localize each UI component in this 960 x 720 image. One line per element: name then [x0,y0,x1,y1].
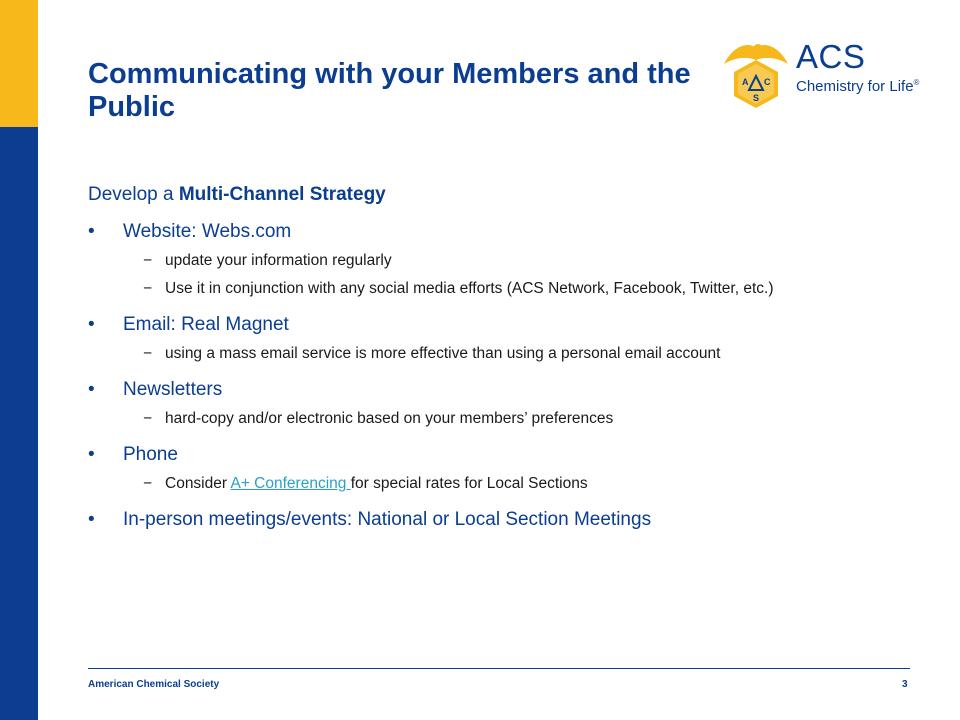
bullet-heading: Phone [123,444,178,465]
dash-icon: − [143,252,153,269]
slide-body [88,184,908,539]
page-number: 3 [902,679,908,690]
acs-seal-icon [720,38,792,108]
bullet-email [88,313,908,336]
bullet-heading: Newsletters [123,379,223,400]
sub-item-prefix: Consider [165,475,231,492]
sub-item-text: Use it in conjunction with any social media efforts (ACS Network, Facebook, Twitter, etc.) [165,280,774,297]
bullet-phone [88,443,908,466]
footer-divider [88,668,910,669]
side-bar-yellow [0,0,38,127]
logo-wordmark: ACS [796,38,866,75]
bullet-icon: • [88,379,95,400]
sub-item [88,251,908,271]
bullet-website [88,220,908,243]
seal-letter-a: A [742,77,749,87]
dash-icon: − [143,475,153,492]
sub-item-text: hard-copy and/or electronic based on your members’ preferences [165,410,614,427]
bullet-icon: • [88,221,95,242]
bullet-heading: In-person meetings/events: National or Local Section Meetings [123,509,652,530]
sub-item-text: update your information regularly [165,252,392,269]
logo-tagline-text: Chemistry for Life [796,78,914,95]
bullet-icon: • [88,509,95,530]
bullet-icon: • [88,314,95,335]
sub-item-suffix: for special rates for Local Sections [350,475,588,492]
seal-letter-s: S [753,93,760,103]
intro-prefix: Develop a [88,184,179,205]
bullet-heading: Website: Webs.com [123,221,292,242]
acs-logo [720,38,930,110]
bullet-icon: • [88,444,95,465]
dash-icon: − [143,410,153,427]
footer-org: American Chemical Society [88,679,220,690]
sub-item [88,279,908,299]
registered-mark: ® [913,78,920,87]
sub-item-text: using a mass email service is more effective than using a personal email account [165,345,721,362]
bullet-in-person [88,508,908,531]
slide-title: Communicating with your Members and the Public [88,58,691,123]
logo-tagline [796,78,919,95]
sub-item [88,409,908,429]
dash-icon: − [143,345,153,362]
intro-line [88,184,908,206]
sub-item [88,474,908,494]
bullet-newsletters [88,378,908,401]
dash-icon: − [143,280,153,297]
sub-item [88,344,908,364]
a-plus-conferencing-link[interactable]: A+ Conferencing [230,475,351,492]
seal-letter-c: C [764,77,771,87]
bullet-heading: Email: Real Magnet [123,314,289,335]
intro-bold: Multi-Channel Strategy [178,184,386,205]
